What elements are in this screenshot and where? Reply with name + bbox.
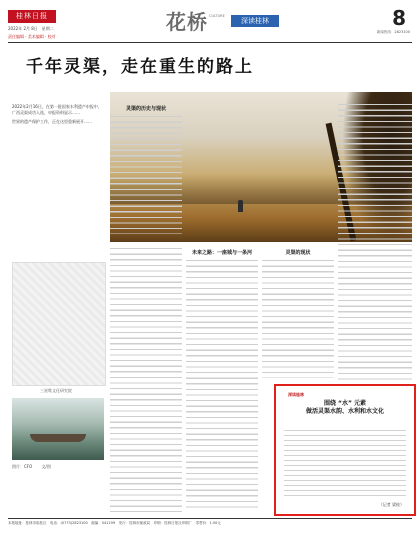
body-column — [110, 248, 182, 512]
body-column — [262, 248, 334, 378]
highlight-body-text — [284, 430, 406, 496]
masthead — [8, 6, 412, 42]
photo-credit: 图片：CFO — [12, 464, 33, 469]
lede-paragraph: 2022年2月16日，在第一批国家水利遗产申报中，广西灵渠成功入选，申报资料显示…… — [12, 104, 102, 115]
lede-paragraph: 世界的遗产保护工作，正在这里重新展开…… — [12, 119, 92, 124]
text-lines — [186, 260, 258, 510]
issue-date: 2022年 2月 8日 星期二 — [8, 26, 54, 31]
highlight-signature: （记者 梁桂） — [378, 502, 404, 507]
newspaper-logo: 桂林日报 — [8, 10, 56, 23]
text-lines — [110, 248, 182, 512]
highlight-tag: 深读桂林 — [288, 392, 304, 397]
section-title-english: CULTURE — [209, 14, 225, 18]
section-tag: 深读桂林 — [231, 15, 279, 27]
highlight-title-line: 围绕 “水” 元素 — [323, 400, 367, 407]
text-lines — [338, 104, 412, 380]
body-column — [110, 104, 182, 234]
section-title: 花桥 — [166, 10, 208, 34]
footer-divider — [8, 518, 412, 519]
subheading: 灵渠的历史与现状 — [125, 106, 166, 112]
page-number: 8 — [392, 6, 406, 30]
secondary-photo — [12, 398, 104, 460]
body-column — [338, 104, 412, 380]
news-hotline: 新闻热线：2823100 — [376, 30, 410, 34]
text-lines — [262, 260, 334, 378]
text-lines — [110, 116, 182, 234]
photo-credits — [12, 464, 104, 470]
editor-credits: 责任编辑 · 美术编辑 · 校对 — [8, 34, 56, 39]
headline: 千年灵渠，走在重生的路上 — [26, 57, 254, 77]
body-column — [186, 248, 258, 512]
boat-shape — [30, 434, 86, 442]
photo-figure — [238, 200, 243, 212]
inset-caption: 三星堆文化研究院 — [40, 388, 72, 393]
inset-image — [12, 262, 106, 386]
subheading: 灵渠的现状 — [285, 250, 311, 256]
subheading: 未来之路：一座城与一条河 — [191, 250, 252, 256]
lede-column — [12, 104, 102, 128]
highlight-title-line: 做活灵渠水韵、水利和水文化 — [305, 408, 384, 415]
highlight-box — [274, 384, 416, 516]
masthead-divider — [8, 42, 412, 43]
footer: 本报地址：桂林市临桂区 电话：(0773)2823100 邮编：541199 发行：桂林市邮政局 印刷：桂林日报社印刷厂 零售价：1.50元 — [8, 521, 221, 525]
photo-credit: 文/图 — [41, 464, 51, 469]
highlight-title — [276, 400, 414, 416]
